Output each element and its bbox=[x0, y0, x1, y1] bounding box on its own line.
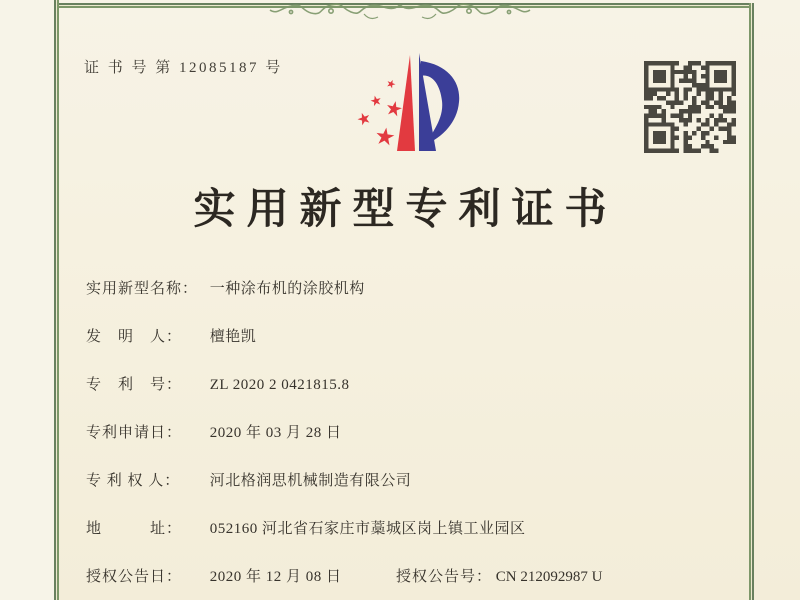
field-label: 实用新型名称： bbox=[86, 281, 199, 297]
field-patent-number bbox=[86, 373, 350, 394]
field-inventor bbox=[86, 325, 256, 346]
frame-left-border bbox=[54, 0, 59, 600]
field-value: 河北格润思机械制造有限公司 bbox=[209, 473, 412, 489]
field-value: 2020 年 12 月 08 日 bbox=[209, 569, 342, 585]
certificate-title: 实用新型专利证书 bbox=[193, 187, 618, 233]
field-value: 052160 河北省石家庄市藁城区岗上镇工业园区 bbox=[209, 521, 526, 537]
field-grant-number bbox=[396, 565, 602, 586]
field-patentee bbox=[86, 469, 411, 490]
field-address bbox=[86, 517, 526, 538]
field-label: 专 利 权 人： bbox=[86, 473, 181, 489]
field-value: 檀艳凯 bbox=[209, 329, 257, 345]
field-label: 地 址： bbox=[86, 521, 183, 537]
field-value: CN 212092987 U bbox=[495, 569, 603, 585]
field-value: ZL 2020 2 0421815.8 bbox=[209, 377, 350, 393]
field-grant-date bbox=[86, 565, 342, 586]
field-value: 一种涂布机的涂胶机构 bbox=[209, 281, 365, 297]
certificate-number: 证 书 号 第 12085187 号 bbox=[84, 60, 283, 76]
field-label: 授权公告日： bbox=[86, 569, 183, 585]
field-label: 发 明 人： bbox=[86, 329, 183, 345]
flourish-ornament-icon bbox=[268, 0, 532, 22]
field-label: 授权公告号： bbox=[396, 569, 493, 585]
frame-right-border bbox=[749, 3, 754, 600]
field-label: 专利申请日： bbox=[86, 425, 183, 441]
qr-code bbox=[644, 61, 736, 153]
cnipa-logo-icon bbox=[330, 45, 470, 165]
page-margin bbox=[0, 0, 54, 600]
field-label: 专 利 号： bbox=[86, 377, 183, 393]
field-value: 2020 年 03 月 28 日 bbox=[209, 425, 342, 441]
field-utility-model-name bbox=[86, 277, 365, 298]
field-application-date bbox=[86, 421, 342, 442]
